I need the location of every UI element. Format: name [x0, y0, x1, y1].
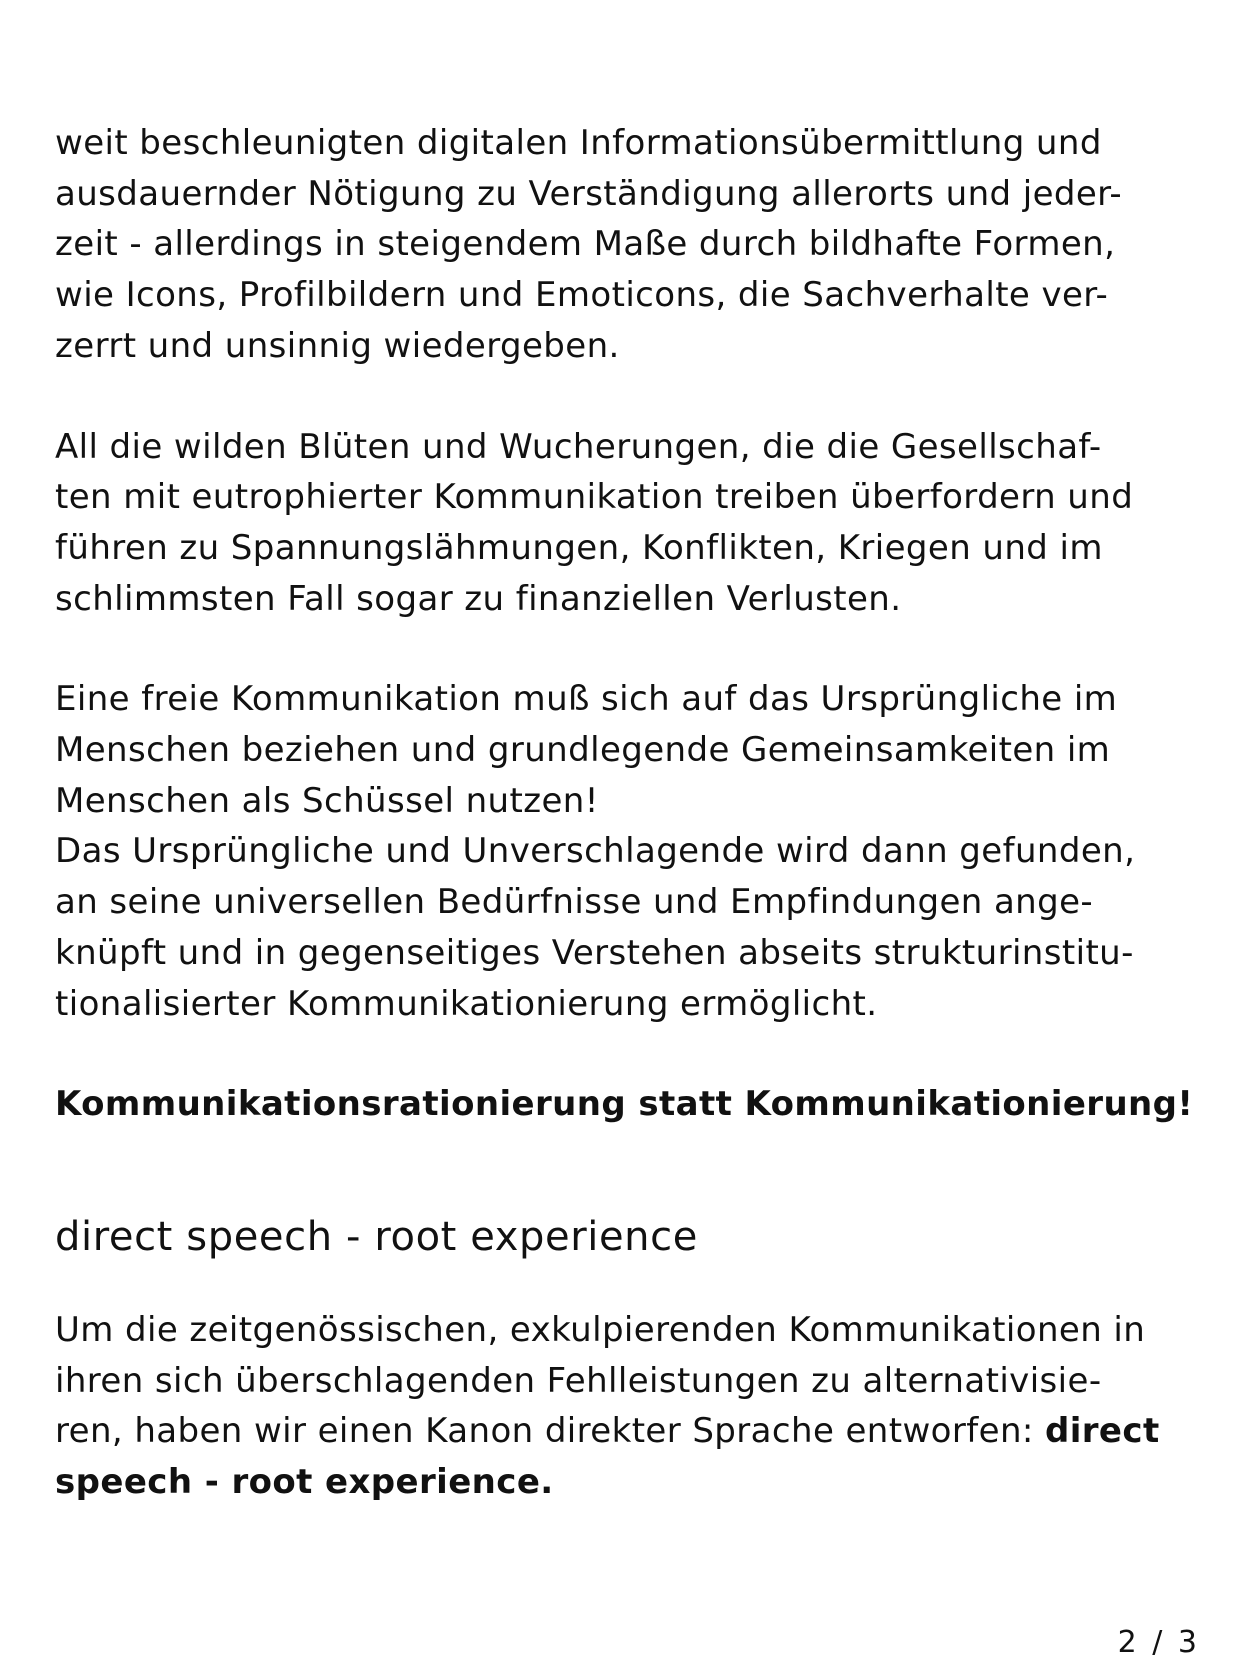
text-line: tionalisierter Kommunikationierung ermöglicht.: [55, 983, 878, 1024]
text-line: wie Icons, Profilbildern und Emoticons, die Sachverhalte ver-: [55, 275, 1109, 316]
text-line: Menschen beziehen und grundlegende Gemeinsamkeiten im: [55, 730, 1111, 771]
text-line: an seine universellen Bedürfnisse und Empfindungen ange-: [55, 882, 1094, 923]
text-line: All die wilden Blüten und Wucherungen, die die Gesellschaf-: [55, 426, 1102, 467]
document-page: [55, 118, 1205, 1508]
paragraph-3: [55, 674, 1205, 1029]
text-regular: ren, haben wir einen Kanon direkter Sprache entworfen:: [55, 1411, 1045, 1452]
paragraph-spacer: [55, 372, 1205, 422]
text-line: schlimmsten Fall sogar zu finanziellen Verlusten.: [55, 578, 902, 619]
text-line: ihren sich überschlagenden Fehlleistungen zu alternativisie-: [55, 1360, 1102, 1401]
text-line: weit beschleunigten digitalen Informationsübermittlung und: [55, 123, 1102, 163]
text-line: führen zu Spannungslähmungen, Konflikten, Kriegen und im: [55, 527, 1103, 568]
paragraph-4: [55, 1305, 1205, 1508]
paragraph-spacer: [55, 1262, 1205, 1305]
slogan: Kommunikationsrationierung statt Kommunikationierung!: [55, 1084, 1194, 1125]
text-line: Eine freie Kommunikation muß sich auf das Ursprüngliche im: [55, 679, 1118, 720]
text-line: ten mit eutrophierter Kommunikation treiben überfordern und: [55, 477, 1134, 518]
paragraph-2: [55, 422, 1205, 625]
text-line: Das Ursprüngliche und Unverschlagende wird dann gefunden,: [55, 831, 1136, 872]
text-line: Um die zeitgenössischen, exkulpierenden Kommunikationen in: [55, 1309, 1146, 1350]
page-number: 2 / 3: [1117, 1625, 1200, 1660]
text-line: ausdauernder Nötigung zu Verständigung allerorts und jeder-: [55, 173, 1123, 214]
text-line: Menschen als Schüssel nutzen!: [55, 780, 599, 821]
section-spacer: [55, 1130, 1205, 1212]
paragraph-spacer: [55, 624, 1205, 674]
text-line: zerrt und unsinnig wiedergeben.: [55, 325, 620, 366]
text-line: zeit - allerdings in steigendem Maße durch bildhafte Formen,: [55, 224, 1116, 265]
paragraph-1: [55, 118, 1205, 372]
paragraph-spacer: [55, 1029, 1205, 1079]
section-heading: direct speech - root experience: [55, 1213, 698, 1260]
text-line: knüpft und in gegenseitiges Verstehen abseits strukturinstitu-: [55, 932, 1134, 973]
text-bold: direct: [1044, 1411, 1160, 1452]
text-line: speech - root experience.: [55, 1462, 554, 1503]
text-line: [55, 1406, 1205, 1457]
